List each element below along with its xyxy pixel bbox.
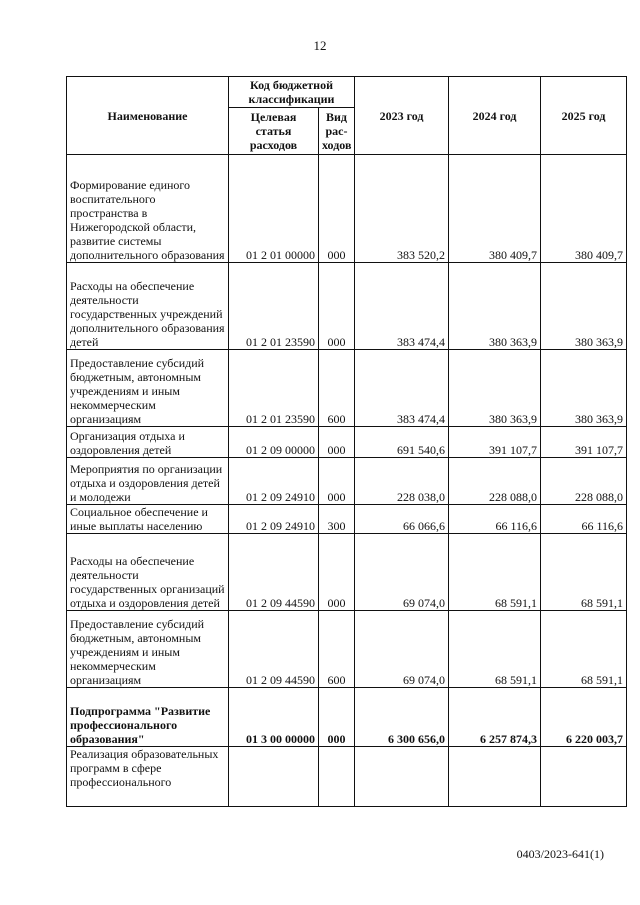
row-name: Мероприятия по организации отдыха и оздоровления детей и молодежи [67,458,229,505]
header-name: Наименование [67,77,229,155]
row-expense-kind: 000 [319,427,355,458]
table-row [67,458,627,505]
row-value-2024: 66 116,6 [449,505,541,534]
header-target-article: Целевая статья расходов [229,108,319,155]
row-expense-kind: 000 [319,458,355,505]
row-value-2023: 691 540,6 [355,427,449,458]
table-row [67,534,627,611]
row-expense-kind: 300 [319,505,355,534]
row-target-article [229,747,319,807]
row-name: Реализация образовательных программ в сфере профессионального [67,747,229,807]
row-value-2025: 66 116,6 [541,505,627,534]
row-value-2023 [355,747,449,807]
row-target-article: 01 2 01 23590 [229,263,319,350]
table-row [67,611,627,688]
row-target-article: 01 2 01 00000 [229,155,319,263]
row-value-2024: 380 363,9 [449,263,541,350]
table-row [67,747,627,807]
row-value-2024: 380 363,9 [449,350,541,427]
row-expense-kind [319,747,355,807]
header-2023: 2023 год [355,77,449,155]
row-name: Формирование единого воспитательного пространства в Нижегородской области, развитие системы дополнительного образования [67,155,229,263]
page-number: 12 [313,38,327,53]
header-expense-kind: Вид рас- ходов [319,108,355,155]
row-value-2024: 391 107,7 [449,427,541,458]
row-value-2025: 380 409,7 [541,155,627,263]
table-row [67,155,627,263]
table-body [67,155,627,807]
header-2025: 2025 год [541,77,627,155]
row-target-article: 01 2 09 44590 [229,611,319,688]
row-target-article: 01 3 00 00000 [229,688,319,747]
row-value-2024: 68 591,1 [449,534,541,611]
row-value-2025: 391 107,7 [541,427,627,458]
document-code: 0403/2023-641(1) [516,847,604,861]
row-value-2023: 6 300 656,0 [355,688,449,747]
row-expense-kind: 600 [319,611,355,688]
table-row [67,688,627,747]
row-target-article: 01 2 09 24910 [229,505,319,534]
row-value-2025: 380 363,9 [541,263,627,350]
row-value-2025 [541,747,627,807]
row-target-article: 01 2 09 00000 [229,427,319,458]
row-name: Подпрограмма "Развитие профессионального образования" [67,688,229,747]
row-expense-kind: 000 [319,534,355,611]
row-value-2023: 383 520,2 [355,155,449,263]
row-value-2023: 228 038,0 [355,458,449,505]
row-value-2025: 68 591,1 [541,611,627,688]
row-value-2023: 66 066,6 [355,505,449,534]
table-row [67,505,627,534]
row-value-2024: 68 591,1 [449,611,541,688]
row-expense-kind: 000 [319,688,355,747]
header-code-group: Код бюджетной классификации [229,77,355,108]
row-value-2025: 380 363,9 [541,350,627,427]
row-value-2024: 228 088,0 [449,458,541,505]
row-name: Предоставление субсидий бюджетным, автономным учреждениям и иным некоммерческим организациям [67,611,229,688]
table-row [67,350,627,427]
row-name: Расходы на обеспечение деятельности государственных учреждений дополнительного образования детей [67,263,229,350]
row-target-article: 01 2 01 23590 [229,350,319,427]
row-expense-kind: 000 [319,263,355,350]
row-value-2023: 69 074,0 [355,611,449,688]
budget-table [66,76,627,807]
row-value-2024: 380 409,7 [449,155,541,263]
row-name: Расходы на обеспечение деятельности государственных организаций отдыха и оздоровления детей [67,534,229,611]
row-value-2025: 68 591,1 [541,534,627,611]
row-value-2025: 228 088,0 [541,458,627,505]
row-value-2024: 6 257 874,3 [449,688,541,747]
table-row [67,263,627,350]
row-value-2024 [449,747,541,807]
row-expense-kind: 000 [319,155,355,263]
row-name: Социальное обеспечение и иные выплаты населению [67,505,229,534]
row-name: Организация отдыха и оздоровления детей [67,427,229,458]
table-row [67,427,627,458]
row-value-2023: 383 474,4 [355,263,449,350]
row-value-2025: 6 220 003,7 [541,688,627,747]
row-expense-kind: 600 [319,350,355,427]
row-value-2023: 383 474,4 [355,350,449,427]
row-name: Предоставление субсидий бюджетным, автономным учреждениям и иным некоммерческим организациям [67,350,229,427]
row-target-article: 01 2 09 44590 [229,534,319,611]
row-value-2023: 69 074,0 [355,534,449,611]
header-2024: 2024 год [449,77,541,155]
row-target-article: 01 2 09 24910 [229,458,319,505]
